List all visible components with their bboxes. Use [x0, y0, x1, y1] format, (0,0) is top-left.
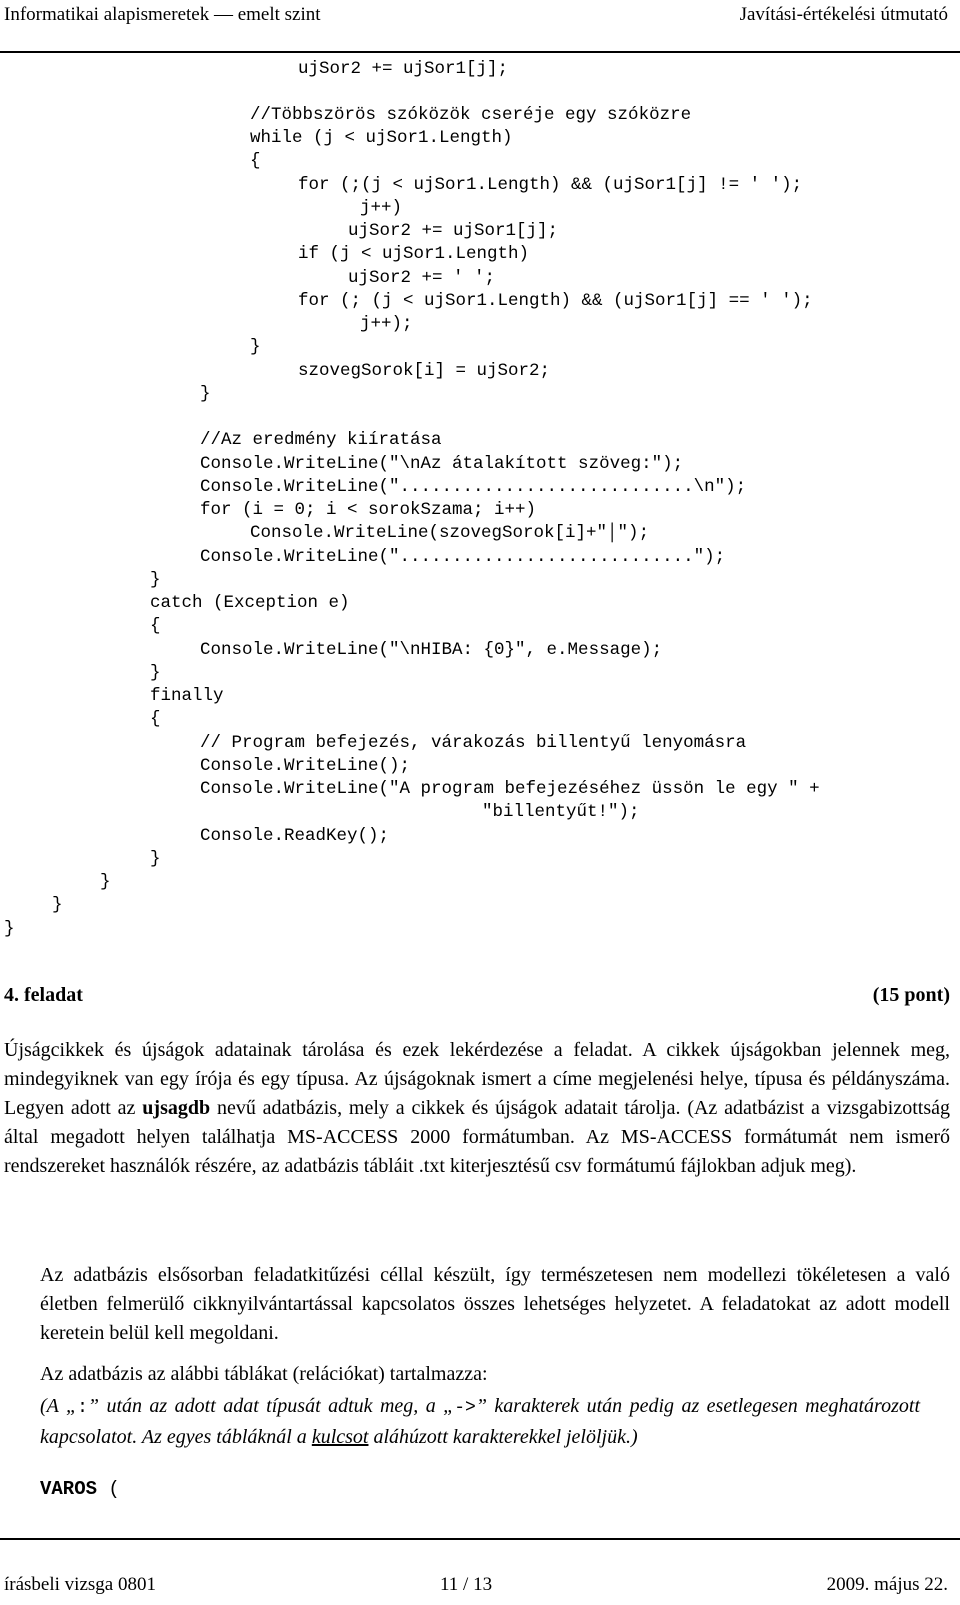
code-line: Console.WriteLine("\nAz átalakított szöveg:");	[200, 454, 684, 474]
code-line: Console.ReadKey();	[200, 826, 390, 846]
header-doc-type: Javítási-értékelési útmutató	[739, 4, 948, 25]
model-note: Az adatbázis elsősorban feladatkitűzési céllal készült, így természetesen nem modellezi tökéletesen a való életben felmerülő cikknyilvántartással kapcsolatos összes lehetséges helyzetet. A feladatokat az adott modell keretein belül kell megoldani.	[40, 1264, 950, 1344]
code-line: }	[150, 663, 161, 683]
section-points: (15 pont)	[872, 984, 950, 1006]
code-line: }	[4, 919, 15, 939]
code-line: for (;(j < ujSor1.Length) && (ujSor1[j] != ' ');	[298, 175, 803, 195]
code-line: {	[250, 151, 261, 171]
code-token: ->	[454, 1398, 476, 1418]
code-line: }	[150, 570, 161, 590]
code-line: j++)	[360, 198, 403, 218]
table-definition	[40, 1478, 120, 1500]
code-line: Console.WriteLine("A program befejezéséhez üssön le egy " +	[200, 779, 820, 799]
code-token: :	[77, 1398, 88, 1418]
text-run: (A „	[40, 1395, 78, 1417]
code-line: Console.WriteLine(szovegSorok[i]+"│");	[250, 523, 650, 543]
code-line: {	[150, 709, 161, 729]
code-line: ujSor2 += ujSor1[j];	[348, 221, 559, 241]
code-line: finally	[150, 686, 224, 706]
code-line: }	[200, 384, 211, 404]
underlined-term: kulcsot	[311, 1426, 369, 1448]
task-description	[4, 1036, 950, 1181]
code-line: Console.WriteLine("\nHIBA: {0}", e.Message);	[200, 640, 663, 660]
code-line: }	[100, 872, 111, 892]
footer-date: 2009. május 22.	[826, 1574, 948, 1595]
code-line: j++);	[360, 314, 413, 334]
text-run: aláhúzott karakterekkel jelöljük.)	[368, 1426, 638, 1448]
database-name: ujsagdb	[142, 1097, 211, 1119]
code-line: if (j < ujSor1.Length)	[298, 244, 530, 264]
footer-exam-code: írásbeli vizsga 0801	[4, 1574, 156, 1595]
code-line: }	[52, 895, 63, 915]
footer-divider	[0, 1538, 960, 1540]
text-run: (	[97, 1478, 120, 1500]
code-line: ujSor2 += ' ';	[348, 268, 496, 288]
code-line: "billentyűt!");	[482, 802, 640, 822]
page-header	[0, 0, 960, 34]
section-heading	[4, 984, 950, 1007]
text-run: ” után az adott adat típusát adtuk meg, a „	[87, 1395, 455, 1417]
code-line: Console.WriteLine("............................");	[200, 547, 726, 567]
table-name: VAROS	[40, 1478, 98, 1500]
text-run: Újságcikkek és újságok adatainak tárolása és ezek lekérdezése a feladat. A cikkek újságokban jelennek meg, mindegyiknek van egy írója és egy típusa. Az újságoknak ismert a címe megjelenési helye, típusa és példányszáma. Legyen adott az	[4, 1039, 950, 1119]
footer-page-number: 11 / 13	[440, 1574, 493, 1595]
header-divider	[0, 51, 960, 53]
section-title: 4. feladat	[4, 984, 83, 1006]
code-line: Console.WriteLine("............................\n");	[200, 477, 747, 497]
code-line: for (; (j < ujSor1.Length) && (ujSor1[j] == ' ');	[298, 291, 813, 311]
code-line: while (j < ujSor1.Length)	[250, 128, 513, 148]
code-line: {	[150, 616, 161, 636]
code-line: }	[250, 337, 261, 357]
tables-intro: Az adatbázis az alábbi táblákat (relációkat) tartalmazza:	[40, 1363, 488, 1385]
header-subject: Informatikai alapismeretek — emelt szint	[4, 4, 321, 25]
code-line: for (i = 0; i < sorokSzama; i++)	[200, 500, 537, 520]
code-line: Console.WriteLine();	[200, 756, 411, 776]
code-line: catch (Exception e)	[150, 593, 350, 613]
code-line: }	[150, 849, 161, 869]
code-line: //Többszörös szóközök cseréje egy szóközre	[250, 105, 692, 125]
text-run: ” karakterek után pedig az esetlegesen meghatározott kapcsolatot. Az egyes tábláknál a	[40, 1395, 920, 1448]
code-line: // Program befejezés, várakozás billentyű lenyomásra	[200, 733, 747, 753]
code-line: //Az eredmény kiíratása	[200, 430, 442, 450]
code-line: ujSor2 += ujSor1[j];	[298, 59, 509, 79]
code-line: szovegSorok[i] = ujSor2;	[298, 361, 551, 381]
text-run: nevű adatbázis, mely a cikkek és újságok adatait tárolja. (Az adatbázist a vizsgabizottság által megadott helyen találhatja MS-ACCESS 2000 formátumban. Az MS-ACCESS formátumát nem ismerő rendszereket használók részére, az adatbázis tábláit .txt kiterjesztésű csv formátumú fájlokban adjuk meg).	[4, 1097, 951, 1177]
notation-note	[40, 1392, 920, 1452]
